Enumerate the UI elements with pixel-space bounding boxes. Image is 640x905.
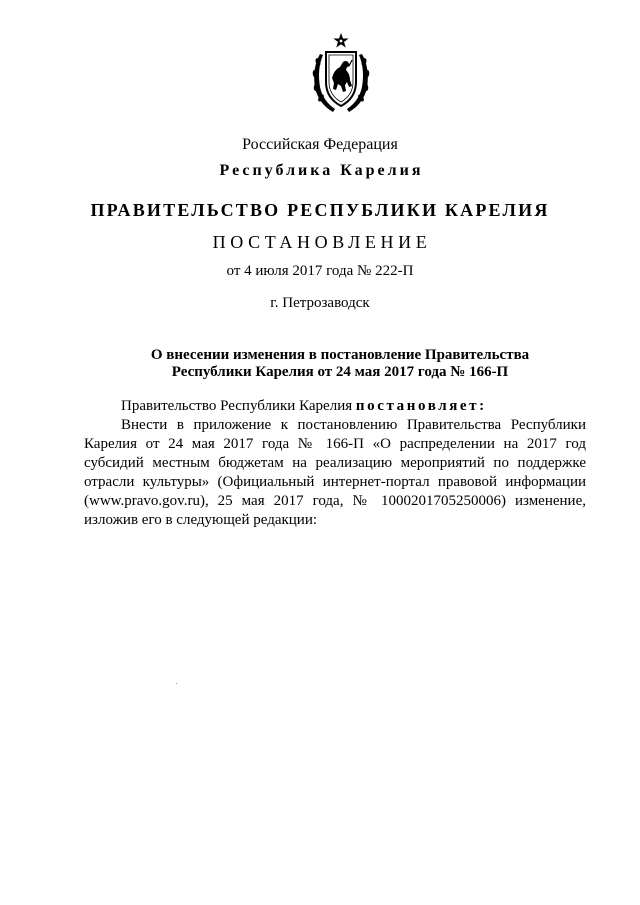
preamble [121,399,487,414]
preamble-text: Правительство Республики Карелия [121,398,356,414]
decree-subject [128,347,552,381]
decree-date-number: от 4 июля 2017 года № 222-П [226,263,414,279]
body-line: отрасли культуры» (Официальный интернет-портал правовой информации [84,474,586,490]
body-line: субсидий местным бюджетам на реализацию мероприятий по поддержке [84,455,586,471]
subject-line-1: О внесении изменения в постановление Правительства [150,347,530,363]
republic-title: Республика Карелия [219,162,424,179]
city-name: г. Петрозаводск [270,295,370,311]
body-line: (www.pravo.gov.ru), 25 мая 2017 года, № 1000201705250006) изменение, [84,493,586,509]
document-type: ПОСТАНОВЛЕНИЕ [212,232,432,252]
preamble-verb: постановляет: [355,398,487,414]
federation-title: Российская Федерация [242,136,398,153]
body-line: Внести в приложение к постановлению Правительства Республики [121,417,586,433]
government-title: ПРАВИТЕЛЬСТВО РЕСПУБЛИКИ КАРЕЛИЯ [90,200,550,220]
coat-of-arms-icon [306,32,376,118]
body-line: Карелия от 24 мая 2017 года № 166-П «О распределении на 2017 год [84,436,586,452]
decree-body [84,416,586,530]
scan-speck [176,683,177,684]
body-line: изложив его в следующей редакции: [84,512,318,528]
subject-line-2: Республики Карелия от 24 мая 2017 года № 166-П [171,364,509,380]
